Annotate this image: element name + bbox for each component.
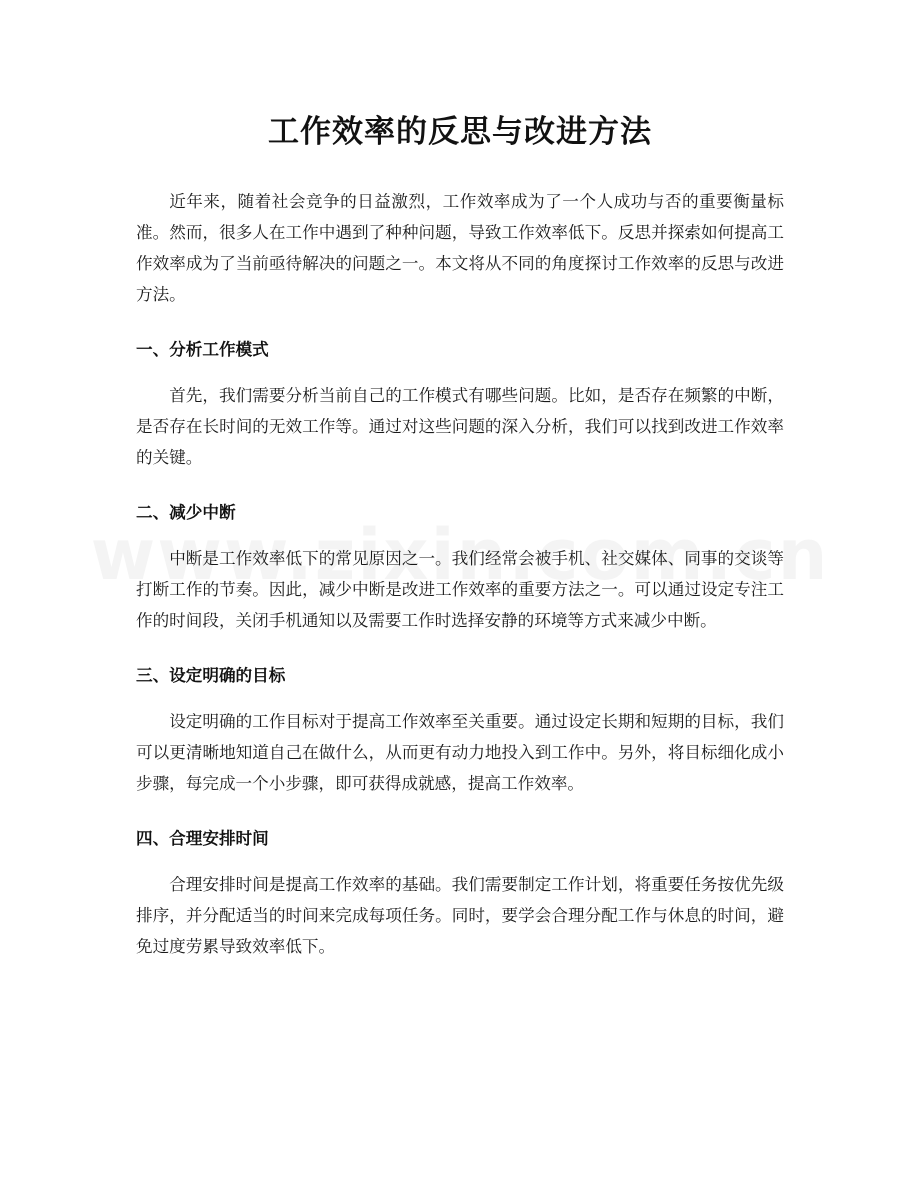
section-4	[136, 825, 784, 962]
section-paragraph: 合理安排时间是提高工作效率的基础。我们需要制定工作计划，将重要任务按优先级排序，并分配适当的时间来完成每项任务。同时，要学会合理分配工作与休息的时间，避免过度劳累导致效率低下。	[136, 875, 784, 956]
section-1	[136, 336, 784, 473]
page-title: 工作效率的反思与改进方法	[268, 114, 652, 150]
section-2	[136, 499, 784, 636]
intro-paragraph: 近年来，随着社会竞争的日益激烈，工作效率成为了一个人成功与否的重要衡量标准。然而，很多人在工作中遇到了种种问题，导致工作效率低下。反思并探索如何提高工作效率成为了当前亟待解决的问题之一。本文将从不同的角度探讨工作效率的反思与改进方法。	[136, 192, 784, 304]
section-paragraph: 中断是工作效率低下的常见原因之一。我们经常会被手机、社交媒体、同事的交谈等打断工作的节奏。因此，减少中断是改进工作效率的重要方法之一。可以通过设定专注工作的时间段，关闭手机通知以及需要工作时选择安静的环境等方式来减少中断。	[136, 549, 784, 630]
section-heading: 一、分析工作模式	[136, 340, 269, 359]
section-heading: 三、设定明确的目标	[136, 666, 286, 685]
section-heading: 四、合理安排时间	[136, 829, 269, 848]
section-paragraph: 首先，我们需要分析当前自己的工作模式有哪些问题。比如，是否存在频繁的中断，是否存在长时间的无效工作等。通过对这些问题的深入分析，我们可以找到改进工作效率的关键。	[136, 386, 784, 467]
section-heading: 二、减少中断	[136, 503, 236, 522]
section-paragraph: 设定明确的工作目标对于提高工作效率至关重要。通过设定长期和短期的目标，我们可以更清晰地知道自己在做什么，从而更有动力地投入到工作中。另外，将目标细化成小步骤，每完成一个小步骤，即可获得成就感，提高工作效率。	[136, 712, 784, 793]
section-3	[136, 662, 784, 799]
